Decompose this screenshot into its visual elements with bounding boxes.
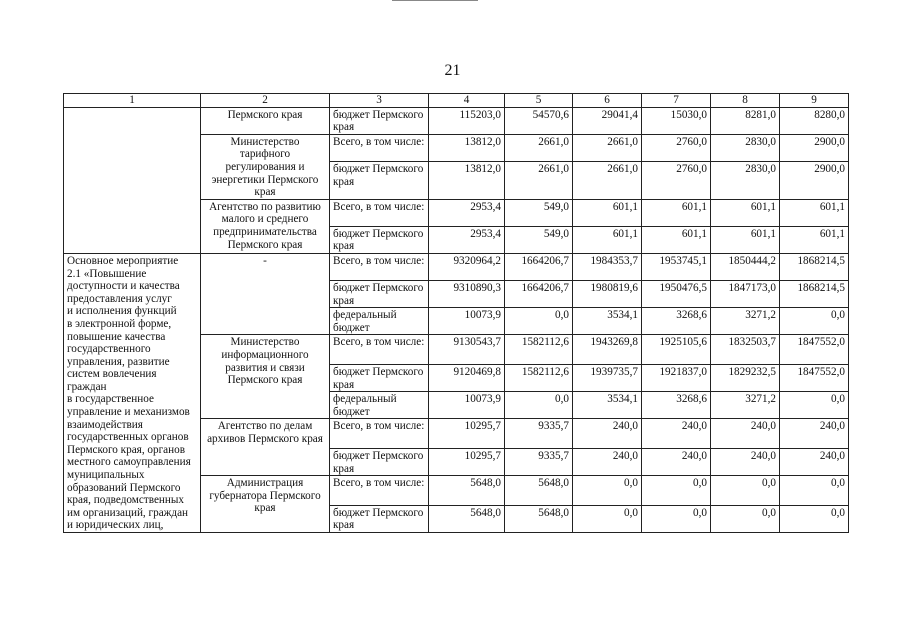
- value-cell: 115203,0: [429, 107, 505, 134]
- value-cell: 3534,1: [573, 308, 642, 335]
- header-cell: 6: [573, 94, 642, 108]
- measure-line: и юридических лиц,: [67, 519, 164, 532]
- value-cell: 9320964,2: [429, 253, 505, 280]
- executor-cell: Министерство информационного развития и связи Пермского края: [201, 335, 330, 419]
- measure-cell-empty: [64, 107, 201, 253]
- value-cell: 549,0: [505, 199, 573, 226]
- value-cell: 1950476,5: [642, 280, 711, 307]
- header-cell: 3: [330, 94, 429, 108]
- value-cell: 1664206,7: [505, 280, 573, 307]
- source-cell: Всего, в том числе:: [330, 199, 429, 226]
- value-cell: 1847173,0: [711, 280, 780, 307]
- source-cell: Всего, в том числе:: [330, 253, 429, 280]
- value-cell: 0,0: [780, 505, 849, 532]
- measure-line: местного самоуправления: [67, 456, 191, 469]
- value-cell: 3534,1: [573, 392, 642, 419]
- source-cell: бюджет Пермского края: [330, 448, 429, 475]
- value-cell: 8281,0: [711, 107, 780, 134]
- value-cell: 0,0: [780, 392, 849, 419]
- value-cell: 1925105,6: [642, 335, 711, 365]
- value-cell: 10295,7: [429, 448, 505, 475]
- value-cell: 1868214,5: [780, 280, 849, 307]
- executor-cell: Пермского края: [201, 107, 330, 134]
- value-cell: 2953,4: [429, 226, 505, 253]
- measure-line: 2.1 «Повышение: [67, 267, 147, 280]
- header-cell: 5: [505, 94, 573, 108]
- value-cell: 3268,6: [642, 308, 711, 335]
- value-cell: 0,0: [505, 392, 573, 419]
- value-cell: 601,1: [780, 226, 849, 253]
- value-cell: 240,0: [780, 448, 849, 475]
- source-cell: бюджет Пермского края: [330, 505, 429, 532]
- value-cell: 9310890,3: [429, 280, 505, 307]
- value-cell: 601,1: [711, 199, 780, 226]
- value-cell: 1850444,2: [711, 253, 780, 280]
- executor-cell: Агентство по делам архивов Пермского края: [201, 419, 330, 476]
- value-cell: 54570,6: [505, 107, 573, 134]
- measure-line: управление и механизмов: [67, 406, 190, 419]
- value-cell: 0,0: [780, 476, 849, 506]
- value-cell: 1832503,7: [711, 335, 780, 365]
- value-cell: 5648,0: [429, 505, 505, 532]
- value-cell: 9335,7: [505, 448, 573, 475]
- value-cell: 10073,9: [429, 308, 505, 335]
- measure-line: муниципальных: [67, 469, 145, 482]
- measure-line: повышение качества: [67, 330, 166, 343]
- measure-line: граждан: [67, 380, 107, 393]
- value-cell: 5648,0: [429, 476, 505, 506]
- value-cell: 0,0: [711, 476, 780, 506]
- value-cell: 0,0: [642, 476, 711, 506]
- header-cell: 2: [201, 94, 330, 108]
- header-cell: 8: [711, 94, 780, 108]
- value-cell: 1984353,7: [573, 253, 642, 280]
- page-number: 21: [444, 62, 461, 79]
- value-cell: 240,0: [573, 419, 642, 449]
- value-cell: 601,1: [642, 199, 711, 226]
- value-cell: 1943269,8: [573, 335, 642, 365]
- value-cell: 2953,4: [429, 199, 505, 226]
- value-cell: 1664206,7: [505, 253, 573, 280]
- value-cell: 1829232,5: [711, 364, 780, 391]
- value-cell: 1921837,0: [642, 364, 711, 391]
- value-cell: 9335,7: [505, 419, 573, 449]
- measure-cell: [64, 253, 201, 532]
- value-cell: 2830,0: [711, 162, 780, 200]
- value-cell: 0,0: [642, 505, 711, 532]
- value-cell: 1582112,6: [505, 364, 573, 391]
- measure-line: государственных органов: [67, 431, 189, 444]
- header-cell: 7: [642, 94, 711, 108]
- value-cell: 1847552,0: [780, 364, 849, 391]
- measure-line: в государственное: [67, 393, 154, 406]
- header-cell: 1: [64, 94, 201, 108]
- value-cell: 549,0: [505, 226, 573, 253]
- executor-cell: Агентство по развитию малого и среднего предпринимательства Пермского края: [201, 199, 330, 253]
- value-cell: 3268,6: [642, 392, 711, 419]
- source-cell: бюджет Пермского края: [330, 226, 429, 253]
- table-row: [64, 107, 849, 134]
- value-cell: 240,0: [711, 419, 780, 449]
- measure-line: управления, развитие: [67, 355, 170, 368]
- value-cell: 3271,2: [711, 308, 780, 335]
- value-cell: 601,1: [642, 226, 711, 253]
- value-cell: 2760,0: [642, 162, 711, 200]
- source-cell: федеральный бюджет: [330, 392, 429, 419]
- measure-line: государственного: [67, 343, 151, 356]
- source-cell: бюджет Пермского края: [330, 107, 429, 134]
- executor-cell: -: [201, 253, 330, 334]
- source-cell: Всего, в том числе:: [330, 419, 429, 449]
- source-cell: бюджет Пермского края: [330, 280, 429, 307]
- measure-line: образований Пермского: [67, 481, 181, 494]
- value-cell: 2900,0: [780, 162, 849, 200]
- measure-line: предоставления услуг: [67, 292, 172, 305]
- value-cell: 2661,0: [505, 134, 573, 161]
- value-cell: 5648,0: [505, 505, 573, 532]
- value-cell: 13812,0: [429, 134, 505, 161]
- value-cell: 9130543,7: [429, 335, 505, 365]
- value-cell: 0,0: [573, 476, 642, 506]
- measure-line: и исполнения функций: [67, 305, 177, 318]
- budget-table: [63, 93, 849, 533]
- value-cell: 10073,9: [429, 392, 505, 419]
- value-cell: 2760,0: [642, 134, 711, 161]
- value-cell: 0,0: [505, 308, 573, 335]
- value-cell: 2661,0: [573, 162, 642, 200]
- value-cell: 8280,0: [780, 107, 849, 134]
- value-cell: 601,1: [573, 199, 642, 226]
- value-cell: 10295,7: [429, 419, 505, 449]
- value-cell: 15030,0: [642, 107, 711, 134]
- measure-line: Основное мероприятие: [67, 254, 179, 267]
- table-row: [64, 253, 849, 280]
- source-cell: Всего, в том числе:: [330, 134, 429, 161]
- measure-line: в электронной форме,: [67, 317, 172, 330]
- value-cell: 601,1: [780, 199, 849, 226]
- value-cell: 240,0: [711, 448, 780, 475]
- executor-cell: Администрация губернатора Пермского края: [201, 476, 330, 533]
- top-rule: [392, 0, 478, 1]
- value-cell: 29041,4: [573, 107, 642, 134]
- source-cell: Всего, в том числе:: [330, 476, 429, 506]
- source-cell: Всего, в том числе:: [330, 335, 429, 365]
- value-cell: 1582112,6: [505, 335, 573, 365]
- value-cell: 240,0: [642, 448, 711, 475]
- value-cell: 2661,0: [505, 162, 573, 200]
- value-cell: 13812,0: [429, 162, 505, 200]
- value-cell: 0,0: [573, 505, 642, 532]
- measure-line: им организаций, граждан: [67, 506, 189, 519]
- measure-line: взаимодействия: [67, 418, 143, 431]
- measure-line: Пермского края, органов: [67, 443, 186, 456]
- header-row: [64, 94, 849, 108]
- source-cell: бюджет Пермского края: [330, 364, 429, 391]
- value-cell: 2900,0: [780, 134, 849, 161]
- value-cell: 1847552,0: [780, 335, 849, 365]
- value-cell: 9120469,8: [429, 364, 505, 391]
- source-cell: федеральный бюджет: [330, 308, 429, 335]
- value-cell: 601,1: [573, 226, 642, 253]
- value-cell: 2830,0: [711, 134, 780, 161]
- value-cell: 3271,2: [711, 392, 780, 419]
- value-cell: 1953745,1: [642, 253, 711, 280]
- value-cell: 601,1: [711, 226, 780, 253]
- value-cell: 5648,0: [505, 476, 573, 506]
- measure-line: края, подведомственных: [67, 494, 184, 507]
- measure-line: доступности и качества: [67, 280, 180, 293]
- value-cell: 240,0: [642, 419, 711, 449]
- header-cell: 4: [429, 94, 505, 108]
- executor-cell: Министерство тарифного регулирования и энергетики Пермского края: [201, 134, 330, 199]
- value-cell: 240,0: [780, 419, 849, 449]
- value-cell: 1939735,7: [573, 364, 642, 391]
- header-cell: 9: [780, 94, 849, 108]
- value-cell: 1868214,5: [780, 253, 849, 280]
- value-cell: 1980819,6: [573, 280, 642, 307]
- value-cell: 2661,0: [573, 134, 642, 161]
- value-cell: 0,0: [711, 505, 780, 532]
- source-cell: бюджет Пермского края: [330, 162, 429, 200]
- measure-line: систем вовлечения: [67, 368, 157, 381]
- value-cell: 0,0: [780, 308, 849, 335]
- value-cell: 240,0: [573, 448, 642, 475]
